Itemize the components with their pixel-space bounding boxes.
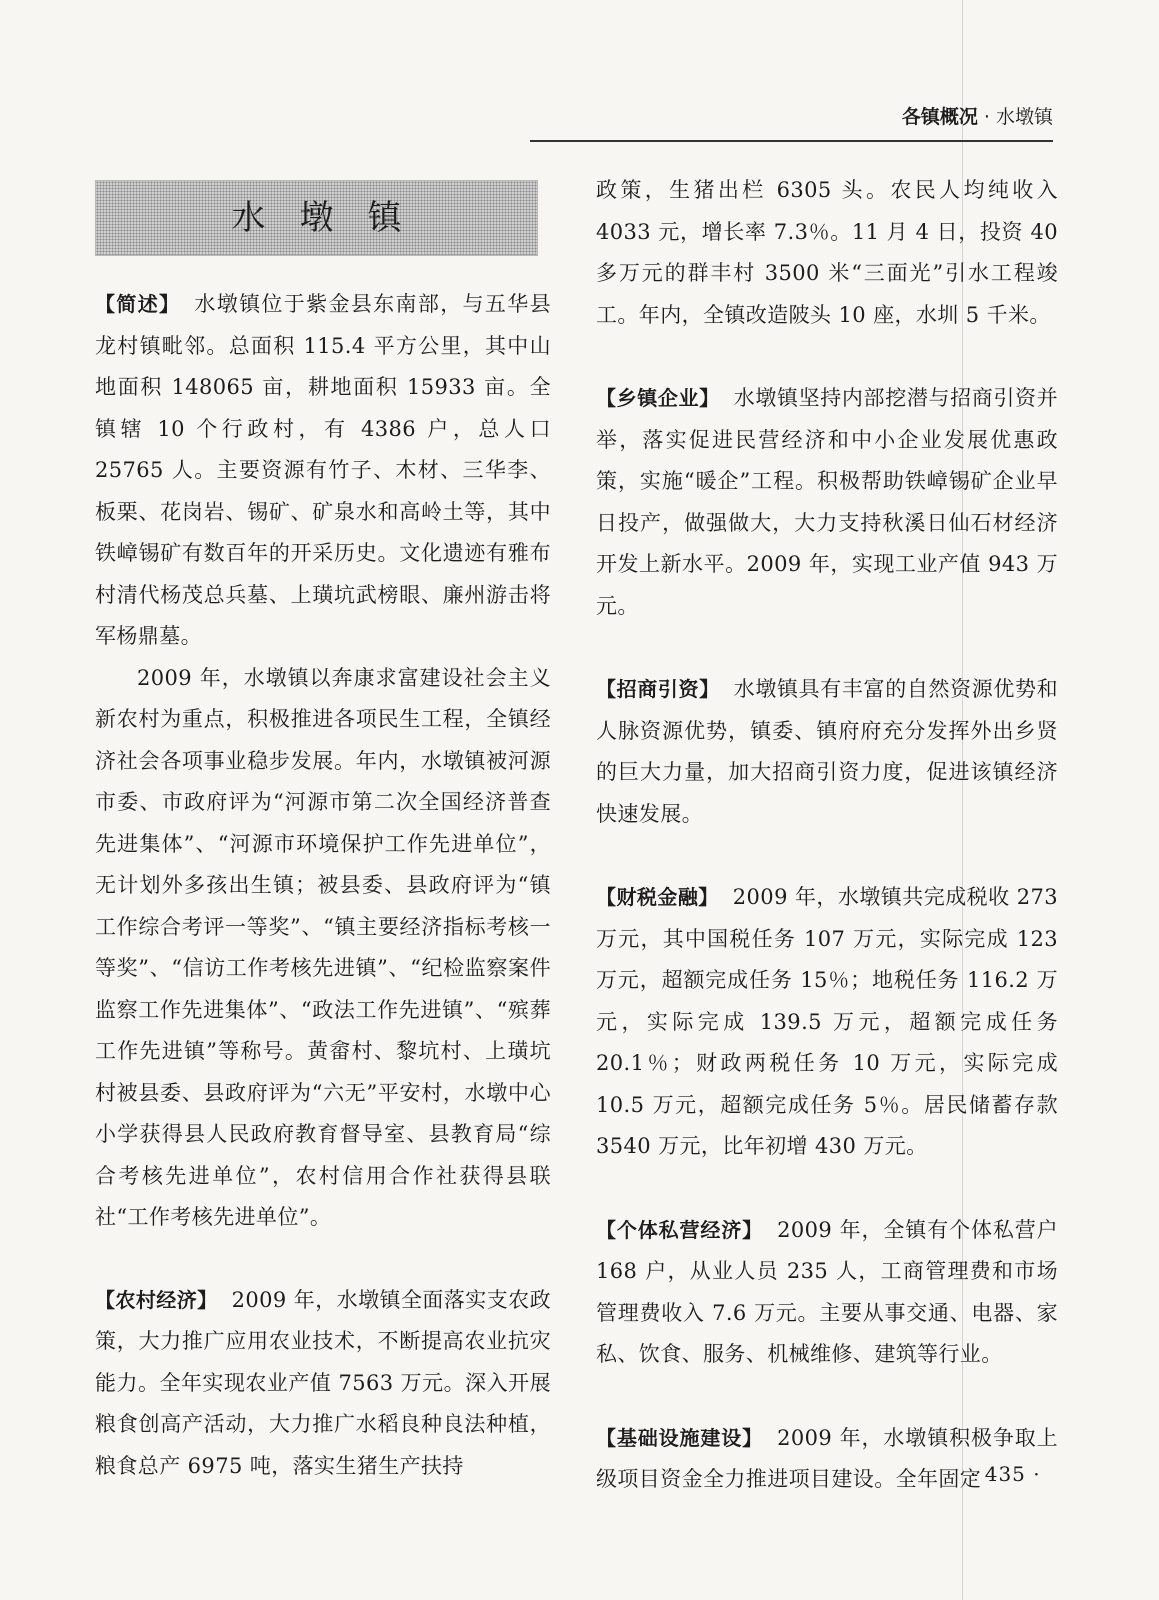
paragraph-rural-economy [95, 1280, 551, 1488]
section-heading: 【农村经济】 [95, 1287, 218, 1312]
page-title: 水墩镇 [231, 198, 436, 238]
paragraph-text: 政策，生猪出栏 6305 头。农民人均纯收入 4033 元，增长率 7.3％。11 月 4 日，投资 40 多万元的群丰村 3500 米“三面光”引水工程竣工。年内，全镇改造陂头 10 座，水圳 5 千米。 [596, 178, 1058, 327]
title-banner [95, 180, 538, 256]
paragraph-private-economy [596, 1210, 1058, 1376]
paragraph-text: 2009 年，水墩镇积极争取上级项目资金全力推进项目建设。全年固定 [596, 1425, 1058, 1491]
header-town: 水墩镇 [995, 106, 1053, 128]
header-section: 各镇概况 [901, 106, 978, 128]
page-number: · 435 · [970, 1462, 1041, 1486]
section-heading: 【基础设施建设】 [596, 1425, 764, 1450]
left-column [95, 284, 551, 1487]
section-heading: 【个体私营经济】 [596, 1217, 764, 1242]
paragraph-text: 水墩镇具有丰富的自然资源优势和人脉资源优势，镇委、镇府府充分发挥外出乡贤的巨大力量，加大招商引资力度，促进该镇经济快速发展。 [596, 677, 1058, 826]
running-header [530, 104, 1053, 142]
section-heading: 【财税金融】 [596, 885, 719, 909]
paragraph-infrastructure [596, 1418, 1058, 1501]
paragraph-text: 2009 年，水墩镇全面落实支农政策，大力推广应用农业技术，不断提高农业抗灾能力。全年实现农业产值 7563 万元。深入开展粮食创高产活动，大力推广水稻良种良法种植，粮食总产 6975 吨，落实生猪生产扶持 [95, 1287, 551, 1478]
paragraph-investment [596, 669, 1058, 835]
paragraph-text: 2009 年，水墩镇共完成税收 273 万元，其中国税任务 107 万元，实际完成 123 万元，超额完成任务 15％；地税任务 116.2 万元，实际完成 139.5 万元，超额完成任务 20.1％；财政两税任务 10 万元，实际完成 10.5 万元，超额完成任务 5％。居民储蓄存款 3540 万元，比年初增 430 万元。 [596, 885, 1058, 1158]
paragraph-township-enterprise [596, 378, 1058, 627]
right-column [596, 170, 1058, 1501]
paragraph-2009-summary [95, 658, 551, 1239]
paragraph-text: 2009 年，水墩镇以奔康求富建设社会主义新农村为重点，积极推进各项民生工程，全镇经济社会各项事业稳步发展。年内，水墩镇被河源市委、市政府评为“河源市第二次全国经济普查先进集体”、“河源市环境保护工作先进单位”，无计划外多孩出生镇；被县委、县政府评为“镇工作综合考评一等奖”、“镇主要经济指标考核一等奖”、“信访工作考核先进镇”、“纪检监察案件监察工作先进集体”、“政法工作先进镇”、“殡葬工作先进镇”等称号。黄畲村、黎坑村、上璜坑村被县委、县政府评为“六无”平安村，水墩中心小学获得县人民政府教育督导室、县教育局“综合考核先进单位”，农村信用合作社获得县联社“工作考核先进单位”。 [95, 665, 551, 1229]
paragraph-overview [95, 284, 551, 658]
paragraph-finance [596, 877, 1058, 1168]
header-separator: · [977, 106, 996, 128]
paragraph-text: 2009 年，全镇有个体私营户 168 户，从业人员 235 人，工商管理费和市场管理费收入 7.6 万元。主要从事交通、电器、家私、饮食、服务、机械维修、建筑等行业。 [596, 1217, 1058, 1366]
section-heading: 【简述】 [95, 292, 181, 316]
paragraph-text: 水墩镇位于紫金县东南部，与五华县龙村镇毗邻。总面积 115.4 平方公里，其中山地面积 148065 亩，耕地面积 15933 亩。全镇辖 10 个行政村，有 4386 户，总人口 25765 人。主要资源有竹子、木材、三华李、板栗、花岗岩、锡矿、矿泉水和高岭土等，其中铁嶂锡矿有数百年的开采历史。文化遗迹有雅布村清代杨茂总兵墓、上璜坑武榜眼、廉州游击将军杨鼎墓。 [95, 292, 551, 648]
paragraph-text: 水墩镇坚持内部挖潜与招商引资并举，落实促进民营经济和中小企业发展优惠政策，实施“暖企”工程。积极帮助铁嶂锡矿企业早日投产，做强做大，大力支持秋溪日仙石材经济开发上新水平。2009 年，实现工业产值 943 万元。 [596, 386, 1058, 618]
section-heading: 【招商引资】 [596, 677, 720, 701]
section-heading: 【乡镇企业】 [596, 386, 720, 410]
paragraph-rural-economy-cont [596, 170, 1058, 336]
